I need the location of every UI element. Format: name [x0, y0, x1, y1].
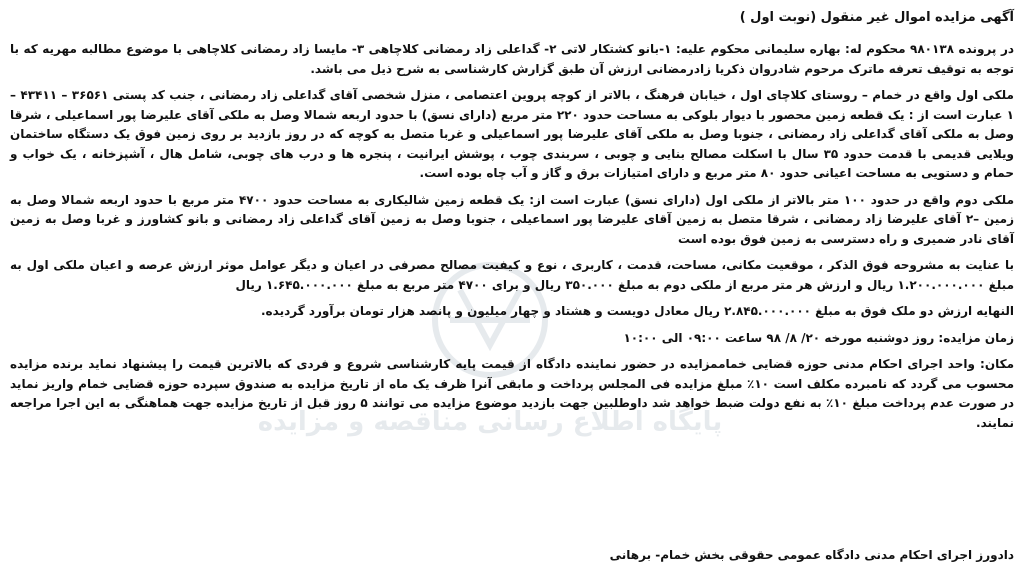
- notice-body: [10, 8, 1014, 433]
- total-value-paragraph: النهایه ارزش دو ملک فوق به مبلغ ۲.۸۴۵.۰۰۰.۰۰۰ ریال معادل دویست و هشتاد و چهار میلیون و پانصد هزار تومان برآورد گردیده.: [261, 304, 1014, 318]
- case-paragraph: در پرونده ۹۸۰۱۳۸ محکوم له: بهاره سلیمانی محکوم علیه: ۱-بانو کشتکار لاتی ۲- گداعلی زاد رمضانی کلاچاهی ۳- مایسا زاد رمضانی کلاچاهی با موضوع مطالبه مهریه که با توجه به توقیف تعرفه ماترک مرحوم شادروان ذکریا زادرمضانی ارزش آن طبق گزارش کارشناسی به شرح ذیل می باشد.: [10, 42, 1015, 76]
- watermark-text: پایگاه اطلاع رسانی مناقصه و مزایده: [257, 407, 723, 437]
- property-two-paragraph: ملکی دوم واقع در حدود ۱۰۰ متر بالاتر از ملکی اول (دارای نسق) عبارت است از: یک قطعه زمین شالیکاری به مساحت حدود ۴۷۰۰ متر مربع با حدود اربعه شمالا وصل به زمین –۲ آقای علیرضا زاد رمضانی ، شرقا متصل به زمین آقای علیرضا پور اسماعیلی ، جنوبا وصل به زمین آقای گداعلی زاد رمضانی و بانو کشاورز و غربا وصل به زمین آقای نادر ضمیری و راه دسترسی به زمین فوق بوده است: [10, 192, 1015, 246]
- auction-place-paragraph: مکان: واحد اجرای احکام مدنی حوزه قضایی خماممزایده در حضور نماینده دادگاه از قیمت پایه کارشناسی شروع و فردی که بالاترین قیمت را پیشنهاد نماید برنده مزایده محسوب می گردد که نامبرده مکلف است ۱۰٪ مبلغ مزایده فی المجلس پرداخت و مابقی آنرا ظرف یک ماه از تاریخ مزایده به صندوق سپرده حوزه قضایی خمام واریز نماید در صورت عدم پرداخت مبلغ ۱۰٪ به نفع دولت ضبط خواهد شد داوطلبین جهت بازدید موضوع مزایده می توانند ۵ روز قبل از تاریخ مزایده جهت هماهنگی به این اجرا مراجعه نمایند.: [10, 357, 1015, 430]
- auction-time-paragraph: زمان مزایده: روز دوشنبه مورخه ۲۰/ ۸/ ۹۸ ساعت ۰۹:۰۰ الی ۱۰:۰۰: [623, 330, 1014, 345]
- property-one-paragraph: ملکی اول واقع در خمام – روستای کلاچای اول ، خیابان فرهنگ ، بالاتر از کوچه پروین اعتصامی ، منزل شخصی آقای گداعلی زاد رمضانی ، جنب کد پستی ۳۶۵۶۱ – ۴۳۴۱۱ –۱ عبارت است از : یک قطعه زمین محصور با دیوار بلوکی به مساحت حدود ۲۲۰ متر مربع (دارای نسق) با حدود اربعه شمالا وصل به ملکی آقای علیرضا پور اسماعیلی ، شرقا وصل به ملکی آقای گداعلی زاد رمضانی ، جنوبا وصل به ملکی آقای علیرضا پور اسماعیلی و غربا متصل به کوچه که در روز بازدید بر روی زمین فوق یک دستگاه ساختمان ویلایی قدیمی با قدمت حدود ۳۵ سال با اسکلت مصالح بنایی و چوبی ، سربندی چوب ، پوشش ایرانیت ، پنجره ها و درب های چوبی، شامل هال ، آشپزخانه ، یک خواب و حمام و دستویی به مساحت اعیانی حدود ۸۰ متر مربع و دارای امتیازات برق و گاز و آب چاه بوده است.: [10, 88, 1014, 180]
- valuation-paragraph: با عنایت به مشروحه فوق الذکر ، موقعیت مکانی، مساحت، قدمت ، کاربری ، نوع و کیفیت مصالح مصرفی در اعیان و دیگر عوامل موثر ارزش عرصه و اعیان ملکی اول به مبلغ ۱.۲۰۰.۰۰۰.۰۰۰ ریال و ارزش هر متر مربع از ملکی دوم به مبلغ ۳۵۰.۰۰۰ ریال و برای ۴۷۰۰ متر مربع به مبلغ ۱.۶۴۵.۰۰۰.۰۰۰ ریال: [10, 258, 1014, 292]
- notice-title: آگهی مزایده اموال غیر منقول (نوبت اول ): [739, 10, 1014, 25]
- signature-line: دادورز اجرای احکام مدنی دادگاه عمومی حقوقی بخش خمام- برهانی: [609, 548, 1014, 562]
